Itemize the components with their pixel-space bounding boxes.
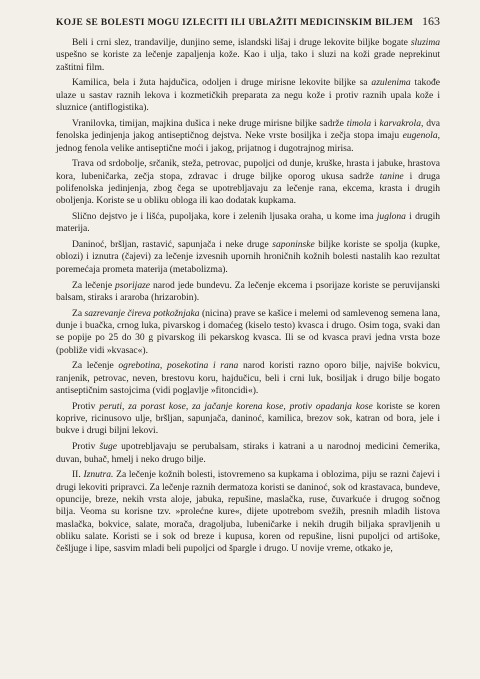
text-run: Za lečenje <box>72 279 116 291</box>
body-text <box>56 37 440 556</box>
paragraph <box>56 360 440 397</box>
text-run: koriste se koren koprive, ricinusovo ulje, bršljan, sapunjača, daninoć, kamilica, brezov sok, katran od bora, jele i bukve i drugi biljni lekovi. <box>56 400 440 437</box>
text-run: Za <box>72 307 85 319</box>
paragraph <box>56 308 440 357</box>
text-run: , jednog fenola velike antiseptične moći i jakog, prijatnog i dugotrajnog mirisa. <box>56 130 440 154</box>
italic-term: tanine <box>379 170 404 182</box>
paragraph <box>56 211 440 236</box>
text-run: Beli i crni slez, trandavilje, dunjino seme, islandski lišaj i druge lekovite biljke bogate <box>72 37 411 48</box>
paragraph <box>56 401 440 438</box>
text-run: (nicina) prave se kašice i melemi od samlevenog semena lana, dunje i buačka, crnog luka, pivarskog i domaćeg (kiselo testo) kvasca i drugo. Osim toga, svaki dan se popije po 25 do 30 g pivarskog ili pekarskog kvasca. Ili se od kvasca pravi jedna vrsta boze (pobliže vidi »kvasac«). <box>56 307 440 356</box>
paragraph <box>56 118 440 155</box>
paragraph <box>56 280 440 305</box>
text-run: upotrebljavaju se perubalsam, stiraks i katrani a u narodnoj medicini čemerika, duvan, buhač, hmelj i neko drugo bilje. <box>56 441 440 465</box>
text-run: II. <box>72 469 84 481</box>
text-run: i <box>371 117 380 129</box>
text-run: narod jede bundevu. Za lečenje ekcema i psorijaze koriste se peruvijanski balsam, stiraks i araroba (hrizarobin). <box>56 279 440 303</box>
page-number: 163 <box>422 14 440 28</box>
text-run: , dva fenolska jedinjenja jakog antiseptičnog dejstva. Neke vrste bosiljka i zečja stopa imaju <box>56 117 440 142</box>
italic-term: karvakrola <box>379 117 421 129</box>
text-run: Kamilica, bela i žuta hajdučica, odoljen i druge mirisne lekovite biljke sa <box>72 77 372 89</box>
paragraph <box>56 37 440 74</box>
paragraph <box>56 239 440 276</box>
text-run: Protiv <box>72 400 100 412</box>
paragraph <box>56 77 440 114</box>
text-run: i druga polifenolska jedinjenja, zbog čega se upotrebljavaju za lečenje rana, ekcema, krasta i drugih oboljenja. Koriste se u obliku obloga ili kao dodatak kupkama. <box>56 170 440 207</box>
italic-term: ogrebotina, posekotina i rana <box>118 360 239 372</box>
italic-term: za porast kose, za jačanje korena kose, protiv opadanja kose <box>128 400 373 412</box>
italic-term: peruti <box>99 400 123 412</box>
text-run: biljke koriste se spolja (kupke, oblozi) i iznutra (čajevi) za lečenje izvesnih upornih hroničnih kožnih bolesti nastalih kao rezultat poremećaja prometa materija (metabolizma). <box>56 239 440 275</box>
text-run: Vranilovka, timijan, majkina dušica i neke druge mirisne biljke sadrže <box>72 117 347 129</box>
text-run: Protiv <box>72 441 100 453</box>
text-run: uspešno se koriste za lečenje zapaljenja kože. Kao i ulja, tako i sluzi na koži grade neprekinut zaštitni film. <box>56 49 440 73</box>
italic-term: psorijaze <box>115 279 151 291</box>
text-run: Daninoć, bršljan, rastavić, sapunjača i neke druge <box>72 239 273 251</box>
text-run: Slično dejstvo je i lišća, pupoljaka, kore i zelenih ljusaka oraha, u kome ima <box>72 211 377 223</box>
text-run: takođe ulaze u sastav raznih lekova i kozmetičkih preparata za negu kože i protiv raznih upala kože i sluznice (antiflogistika). <box>56 77 440 114</box>
paragraph <box>56 158 440 207</box>
italic-term: eugenola <box>402 130 438 142</box>
italic-term: sazrevanje čireva potkožnjaka <box>84 307 200 319</box>
italic-term: timola <box>346 117 372 129</box>
text-run: i drugih materija. <box>56 211 440 235</box>
italic-term: saponinske <box>272 239 315 251</box>
text-run: Za lečenje kožnih bolesti, istovremeno sa kupkama i oblozima, piju se razni čajevi i drugi lekoviti pripravci. Za lečenje raznih dermatoza koristi se daninoć, sok od krastavaca, bundeve, opuncije, breze, nekih vrsta aloje, jabuka, repušine, maslačka, ruse, čuvarkuće i drugog sočnog bilja. Veoma su korisne tzv. »prolećne kure«, dijete upotrebom svežih, presnih mladih listova maslačka, bokvice, salate, morača, dragoljuba, lubeničarke i nekih drugih biljaka spravljenih u obliku salate. Koristi se i sok od breze i kupusa, koren od repušine, lisni pupoljci od artišoke, češljuge i lipe, sasvim mladi beli pupoljci od špargle i drugo. U novije vreme, otkako je, <box>56 469 440 555</box>
paragraph <box>56 441 440 466</box>
running-header <box>56 14 440 28</box>
running-title: KOJE SE BOLESTI MOGU IZLECITI ILI UBLAŽITI MEDICINSKIM BILJEM <box>56 18 414 28</box>
italic-term: juglona <box>376 211 406 223</box>
italic-term: azulenima <box>371 77 411 89</box>
text-run: Za lečenje <box>72 360 119 372</box>
italic-term: šuge <box>99 441 117 453</box>
italic-term: sluzima <box>410 37 440 48</box>
paragraph <box>56 469 440 555</box>
italic-term: Iznutra. <box>83 469 114 481</box>
text-run: narod koristi razno oporo bilje, najviše bokvicu, ranjenik, petrovac, neven, brestovu koru, hajdučicu, beli i crni luk, bosiljak i drugo bilje bogato antiseptičnim sastojcima (vidi pogļavlje »fitoncidi«). <box>56 360 440 397</box>
text-run: Trava od srdobolje, srčanik, steža, petrovac, pupoljci od dunje, kruške, hrasta i jabuke, hrastova kora, lubeničarka, zečja stopa, zdravac i druge biljke oporog ukusa sadrže <box>56 158 440 182</box>
text-run: , <box>122 400 129 412</box>
